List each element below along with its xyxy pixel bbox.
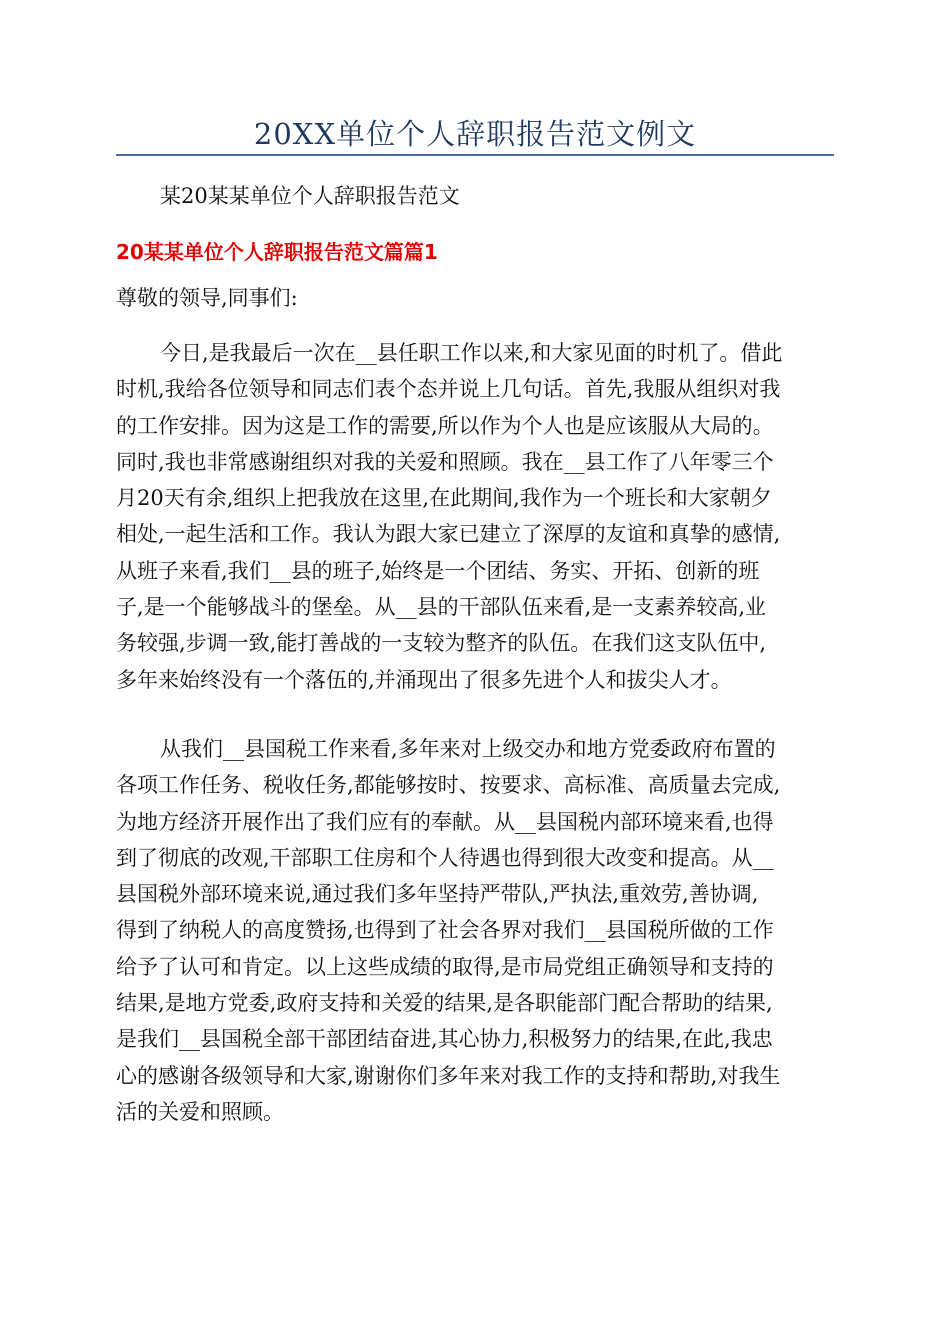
- paragraph-line: 心的感谢各级领导和大家,谢谢你们多年来对我工作的支持和帮助,对我生: [116, 1063, 781, 1088]
- body-paragraph-1: [116, 335, 836, 698]
- paragraph-line: 得到了纳税人的高度赞扬,也得到了社会各界对我们__县国税所做的工作: [116, 918, 774, 943]
- paragraph-line: 子,是一个能够战斗的堡垒。从__县的干部队伍来看,是一支素养较高,业: [116, 595, 767, 620]
- salutation: 尊敬的领导,同事们:: [116, 286, 298, 310]
- paragraph-line: 到了彻底的改观,干部职工住房和个人待遇也得到很大改变和提高。从__: [116, 845, 774, 870]
- paragraph-line: 是我们__县国税全部干部团结奋进,其心协力,积极努力的结果,在此,我忠: [116, 1027, 773, 1052]
- paragraph-line: 结果,是地方党委,政府支持和关爱的结果,是各职能部门配合帮助的结果,: [116, 991, 773, 1016]
- body-paragraph-2: [116, 731, 836, 1130]
- title-underline: [116, 154, 834, 156]
- paragraph-line: 为地方经济开展作出了我们应有的奉献。从__县国税内部环境来看,也得: [116, 809, 774, 834]
- paragraph-line: 同时,我也非常感谢组织对我的关爱和照顾。我在__县工作了八年零三个: [116, 449, 774, 474]
- paragraph-line: 各项工作任务、税收任务,都能够按时、按要求、高标准、高质量去完成,: [116, 773, 781, 798]
- paragraph-line: 从我们__县国税工作来看,多年来对上级交办和地方党委政府布置的: [160, 737, 776, 761]
- paragraph-line: 县国税外部环境来说,通过我们多年坚持严带队,严执法,重效劳,善协调,: [116, 882, 759, 907]
- document-subtitle: 某20某某单位个人辞职报告范文: [160, 184, 460, 208]
- paragraph-line: 务较强,步调一致,能打善战的一支较为整齐的队伍。在我们这支队伍中,: [116, 631, 767, 656]
- paragraph-line: 多年来始终没有一个落伍的,并涌现出了很多先进个人和拔尖人才。: [116, 667, 732, 692]
- paragraph-line: 的工作安排。因为这是工作的需要,所以作为个人也是应该服从大局的。: [116, 413, 774, 438]
- paragraph-line: 从班子来看,我们__县的班子,始终是一个团结、务实、开拓、创新的班: [116, 558, 760, 583]
- paragraph-line: 给予了认可和肯定。以上这些成绩的取得,是市局党组正确领导和支持的: [116, 954, 774, 979]
- section-heading: 20某某单位个人辞职报告范文篇篇1: [116, 240, 438, 264]
- document-title: 20XX单位个人辞职报告范文例文: [253, 117, 697, 151]
- paragraph-line: 活的关爱和照顾。: [116, 1099, 284, 1124]
- paragraph-line: 相处,一起生活和工作。我认为跟大家已建立了深厚的友谊和真挚的感情,: [116, 522, 781, 547]
- paragraph-line: 时机,我给各位领导和同志们表个态并说上几句话。首先,我服从组织对我: [116, 377, 781, 402]
- paragraph-line: 今日,是我最后一次在__县任职工作以来,和大家见面的时机了。借此: [160, 341, 783, 365]
- paragraph-line: 月20天有余,组织上把我放在这里,在此期间,我作为一个班长和大家朝夕: [116, 486, 772, 511]
